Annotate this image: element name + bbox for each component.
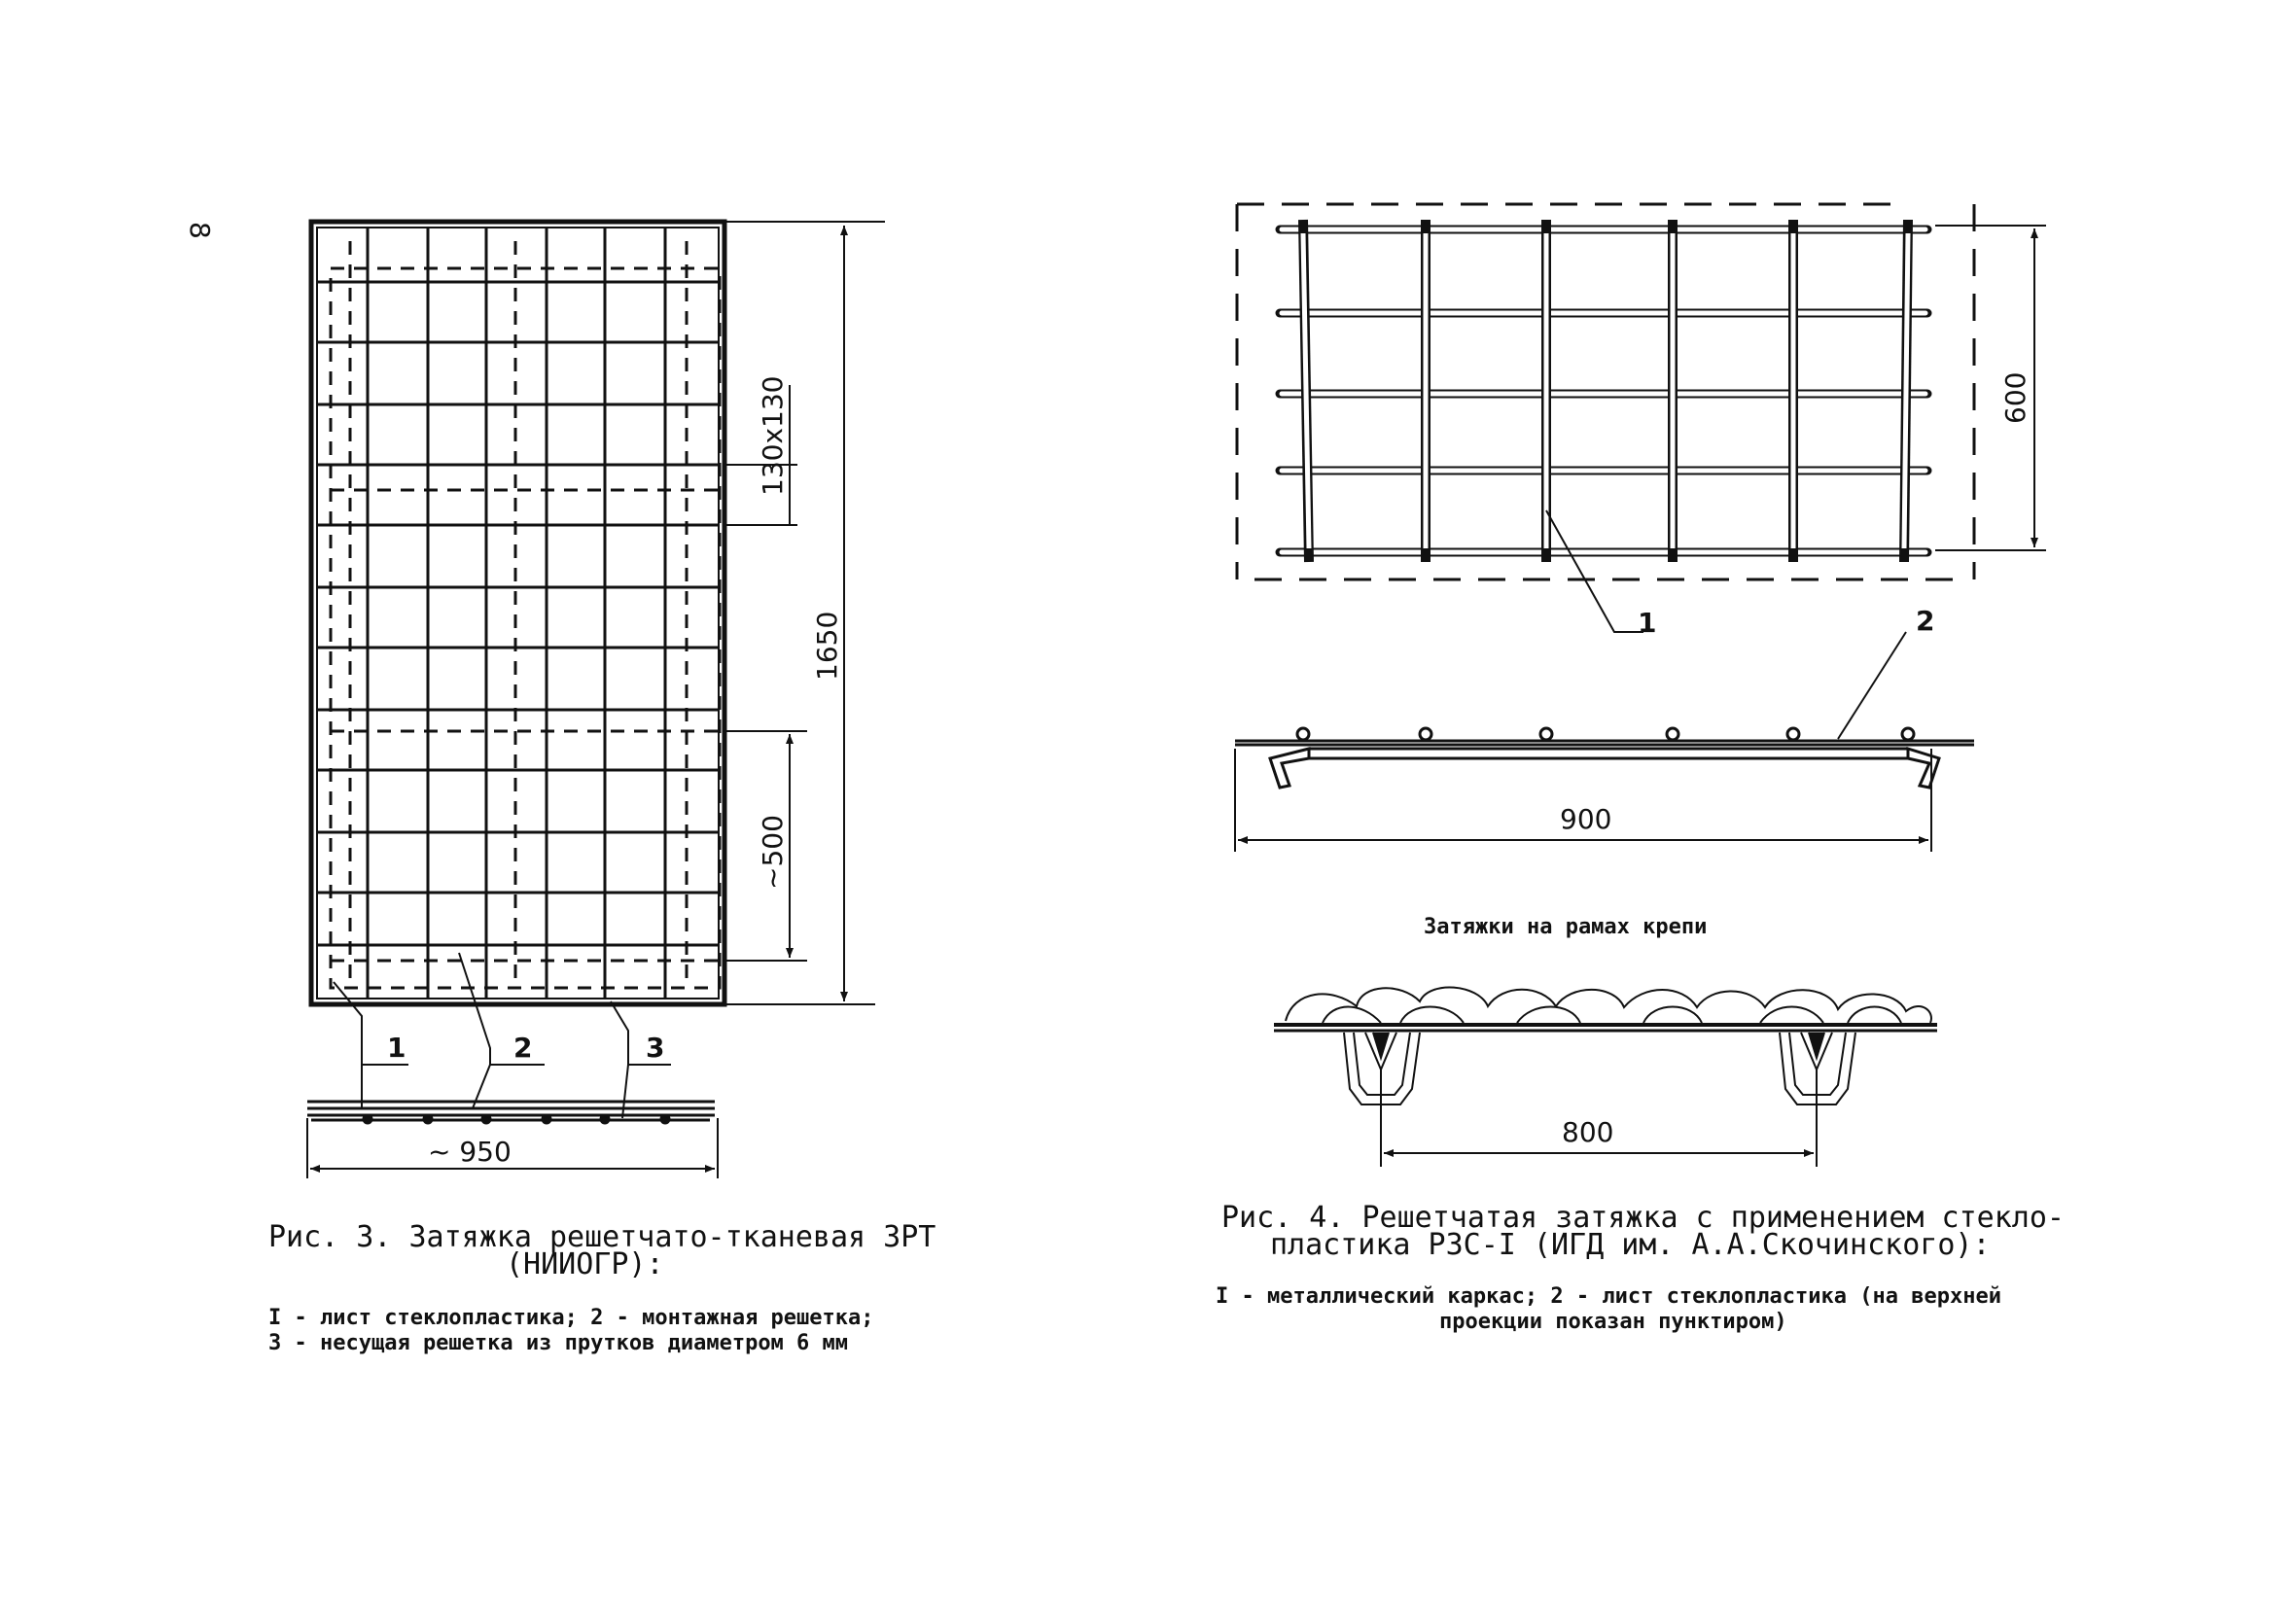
fig4-leader-1 xyxy=(1546,510,1643,632)
fig3-side-profile xyxy=(307,1102,715,1123)
fig3-dim-height-label: 1650 xyxy=(811,611,843,681)
fig4-dim-width-label: 900 xyxy=(1560,803,1612,835)
fig4-horizontal-bars xyxy=(1280,229,1927,552)
fig4-caption-line2: пластика РЗС-I (ИГД им. А.А.Скочинского): xyxy=(1270,1228,1991,1262)
fig3-mounting-grid-dashed xyxy=(331,241,720,988)
page-number: 8 xyxy=(184,222,216,239)
fig3-dim-width-label: ~ 950 xyxy=(428,1136,512,1168)
fig4-subtitle: Затяжки на рамах крепи xyxy=(1424,915,1708,939)
fig3-caption-line1: Рис. 3. Затяжка решетчато-тканевая ЗРТ xyxy=(268,1220,936,1254)
fig3-leaders xyxy=(334,953,671,1118)
fig3-dim-spacing-label: ~500 xyxy=(757,815,789,890)
fig4-dim-900 xyxy=(1235,749,1931,852)
fig3-callout-3: 3 xyxy=(646,1032,665,1064)
fig4-caption-line1: Рис. 4. Решетчатая затяжка с применением стекло- xyxy=(1221,1201,2065,1235)
fig4-side-profile xyxy=(1235,632,1974,788)
fig3-caption-line2: (НИИОГР): xyxy=(506,1247,664,1281)
fig4-callout-1: 1 xyxy=(1638,607,1657,639)
fig3-frame xyxy=(311,222,724,1004)
fig4-legend-line1: I - металлический каркас; 2 - лист стеклопластика (на верхней xyxy=(1216,1284,2001,1309)
fig3-legend-line1: I - лист стеклопластика; 2 - монтажная решетка; xyxy=(268,1306,874,1330)
fig4-dim-spacing-label: 800 xyxy=(1562,1116,1614,1148)
fig3-callout-2: 2 xyxy=(513,1032,533,1064)
fig4-drawing xyxy=(1235,204,2046,1167)
fig4-legend-line2: проекции показан пунктиром) xyxy=(1439,1310,1787,1334)
fig3-dim-cell-label: 130x130 xyxy=(757,375,789,496)
fig4-dim-height-label: 600 xyxy=(1999,371,2031,424)
fig3-legend-line2: 3 - несущая решетка из прутков диаметром 6 мм xyxy=(268,1331,849,1355)
fig3-dim-950 xyxy=(307,1118,718,1178)
fig3-callout-1: 1 xyxy=(387,1032,406,1064)
fig3-dim-1650 xyxy=(724,222,885,1004)
fig4-callout-2: 2 xyxy=(1916,605,1935,637)
fig3-horizontal-bars xyxy=(317,282,719,945)
fig4-rocks-on-frames xyxy=(1274,987,1937,1105)
